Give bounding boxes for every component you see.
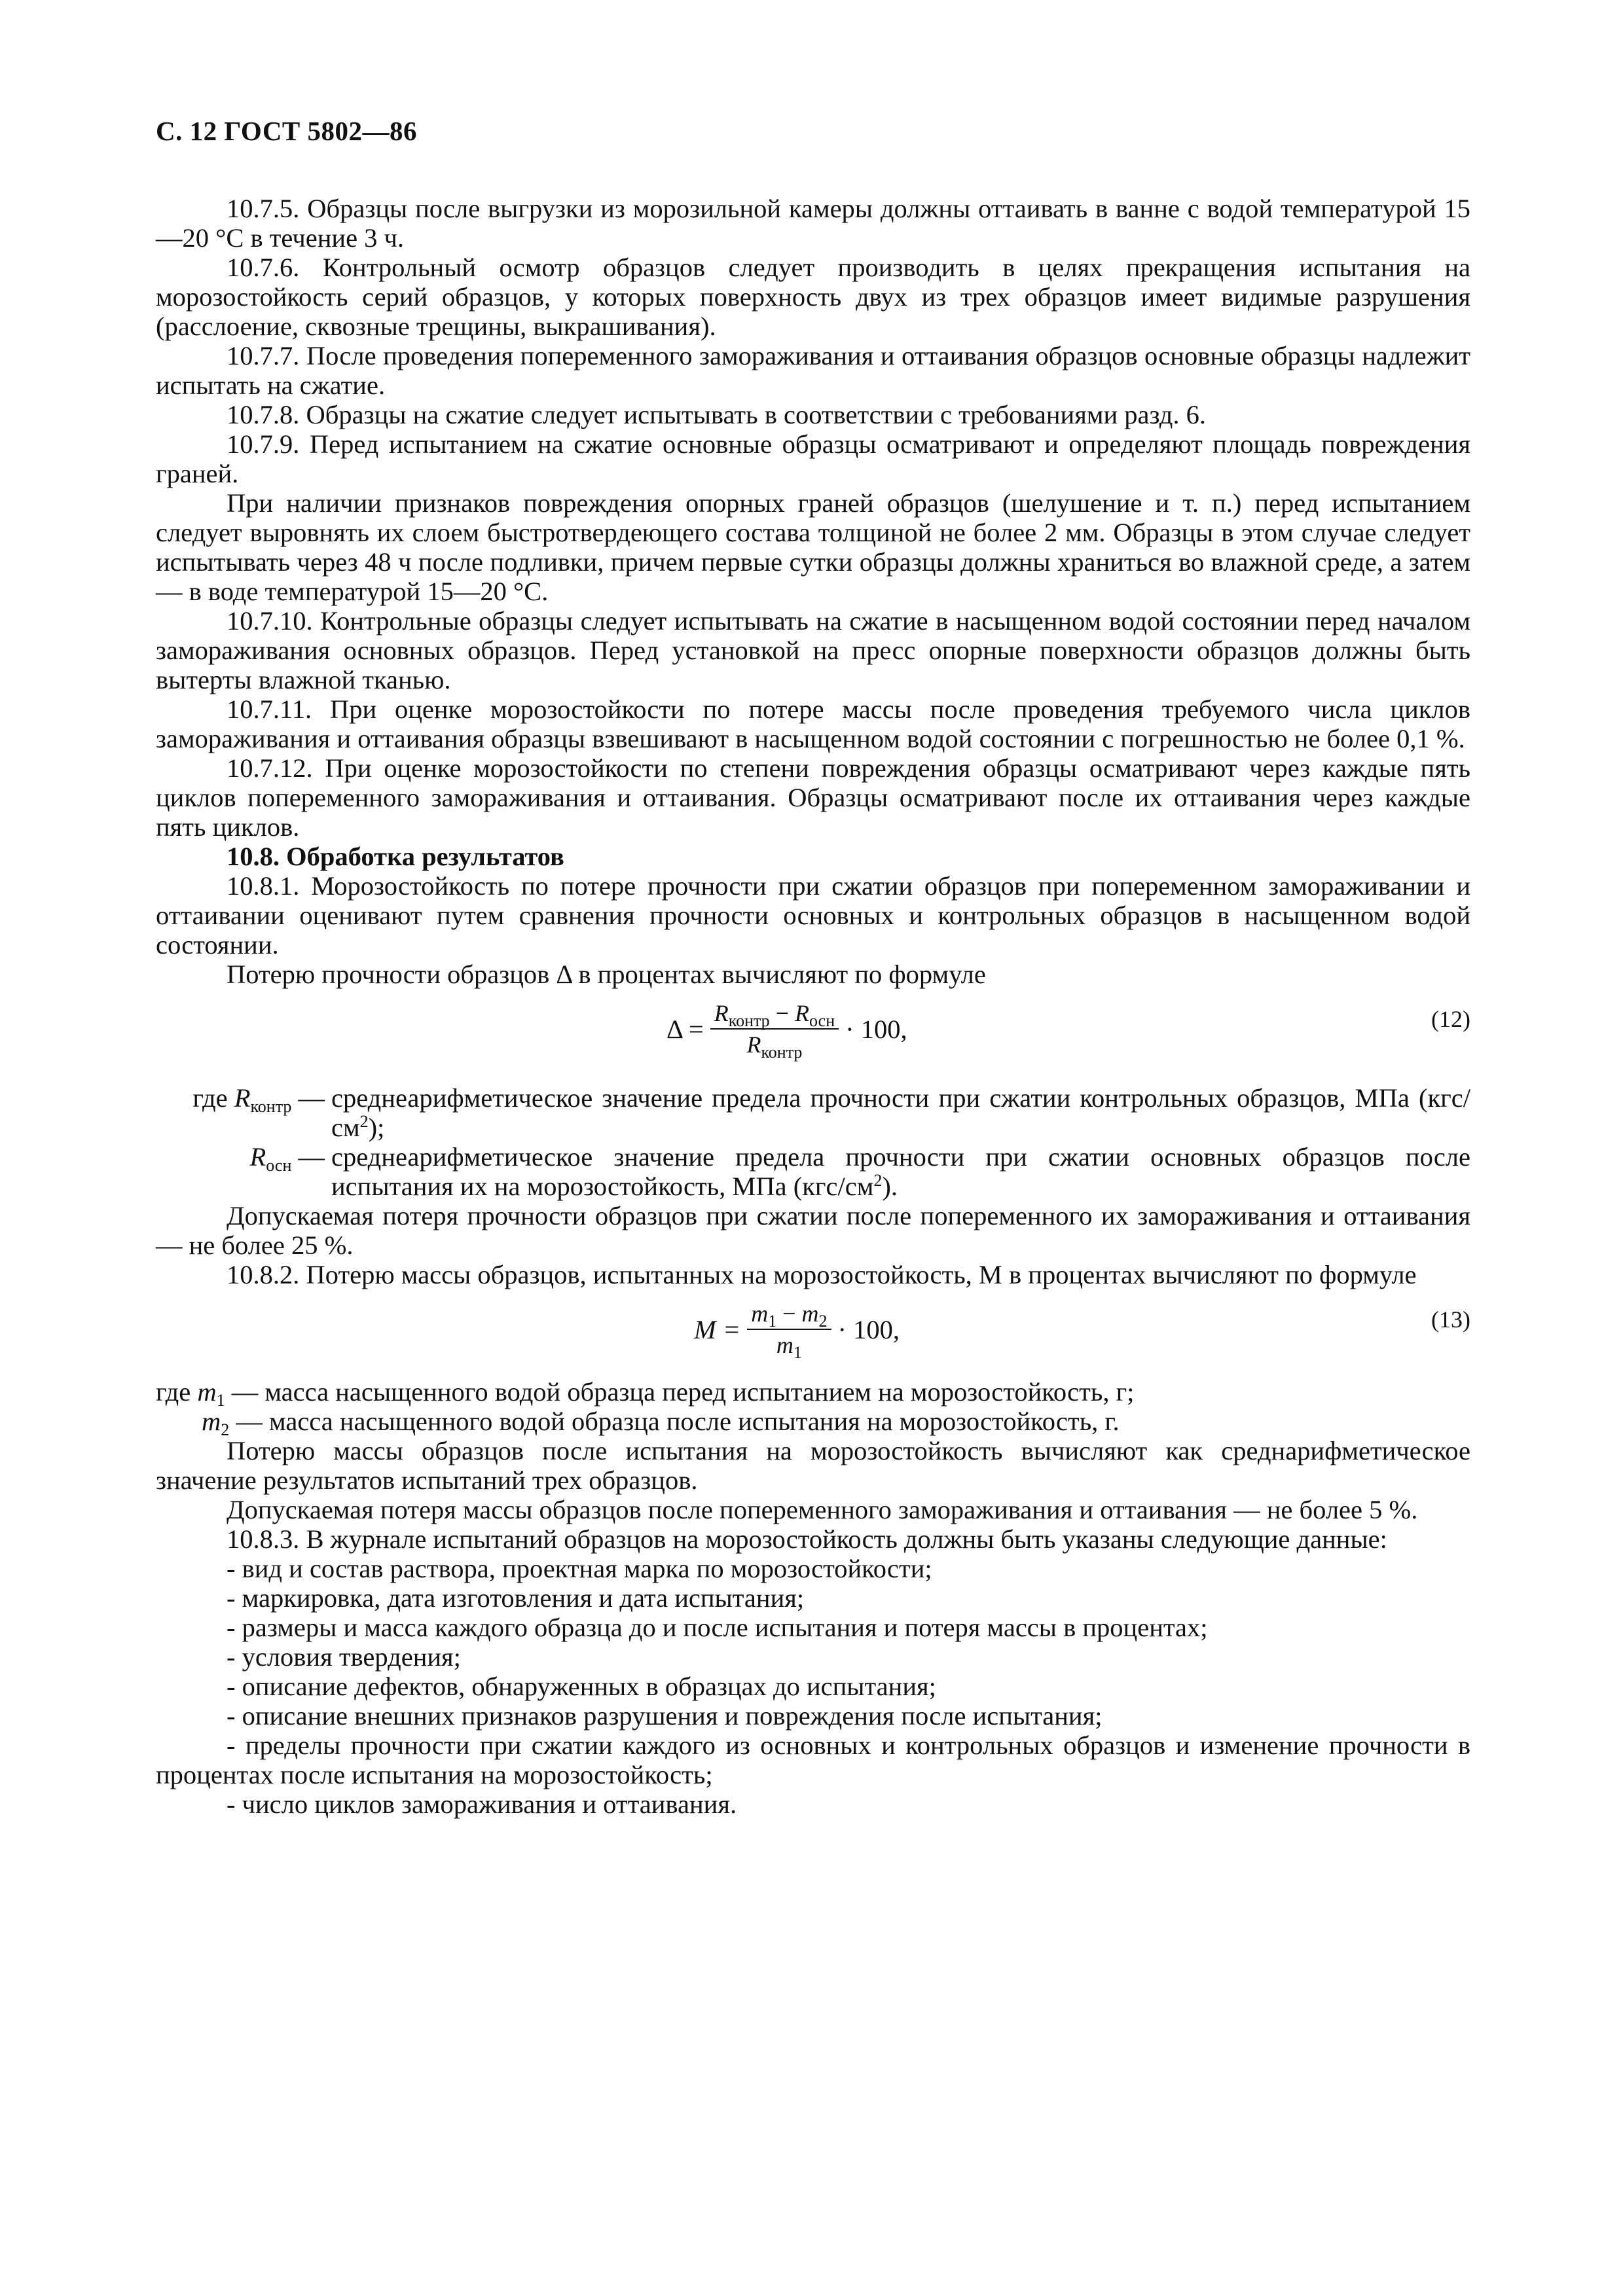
symbol-m: m bbox=[776, 1332, 793, 1358]
paragraph-10-7-9-damage: При наличии признаков повреждения опорных граней образцов (шелушение и т. п.) перед испытанием следует выровнять их слоем быстротвердеющего состава толщиной не более 2 мм. Образцы в этом случае следует испытывать через 48 ч после подливки, причем первые сутки образцы должны храниться во влажной среде, а затем — в воде температурой 15—20 °С. bbox=[156, 488, 1470, 606]
formula-13-tail: · 100, bbox=[837, 1314, 900, 1344]
paragraph-10-7-12: 10.7.12. При оценке морозостойкости по степени повреждения образцы осматривают через каждые пять циклов попеременного замораживания и оттаивания. Образцы осматривают после их оттаивания через каждые пять циклов. bbox=[156, 753, 1470, 842]
formula-12-lhs: Δ = bbox=[666, 1014, 704, 1044]
where-12-text-1 bbox=[331, 1083, 1470, 1142]
section-heading-10-8: 10.8. Обработка результатов bbox=[227, 842, 564, 871]
symbol-m: m bbox=[197, 1377, 217, 1407]
dash: — bbox=[291, 1083, 325, 1113]
page-header: С. 12 ГОСТ 5802—86 bbox=[156, 116, 418, 146]
list-item: - число циклов замораживания и оттаивания. bbox=[227, 1789, 737, 1819]
symbol-m: m bbox=[801, 1300, 819, 1327]
paragraph-10-7-8: 10.7.8. Образцы на сжатие следует испытывать в соответствии с требованиями разд. 6. bbox=[227, 400, 1207, 429]
definition-text: — масса насыщенного водой образца перед испытанием на морозостойкость, г; bbox=[225, 1377, 1135, 1407]
symbol-m: m bbox=[751, 1300, 769, 1327]
paragraph-10-7-5: 10.7.5. Образцы после выгрузки из морозильной камеры должны оттаивать в ванне с водой температурой 15—20 °С в течение 3 ч. bbox=[156, 194, 1470, 253]
subscript-1: 1 bbox=[768, 1312, 777, 1331]
formula-12 bbox=[156, 993, 1470, 1078]
formula-12-denominator bbox=[742, 1030, 806, 1062]
definition-text: среднеарифметическое значение предела прочности при сжатии контрольных образцов, МПа (кгс/см bbox=[331, 1083, 1470, 1142]
minus-sign: − bbox=[769, 1000, 795, 1026]
formula-13-expression bbox=[694, 1300, 900, 1362]
paragraph-10-7-9: 10.7.9. Перед испытанием на сжатие основные образцы осматривают и определяют площадь повреждения граней. bbox=[156, 429, 1470, 488]
subscript-1: 1 bbox=[793, 1343, 802, 1362]
where-12-label-2 bbox=[156, 1142, 331, 1201]
symbol-r: R bbox=[795, 1000, 809, 1026]
where-12-row-2 bbox=[156, 1142, 1470, 1201]
superscript-2: 2 bbox=[873, 1171, 883, 1190]
list-item: - маркировка, дата изготовления и дата испытания; bbox=[227, 1583, 805, 1613]
paragraph-10-8-2: 10.8.2. Потерю массы образцов, испытанных на морозостойкость, M в процентах вычисляют по формуле bbox=[227, 1260, 1417, 1289]
definition-end: ). bbox=[882, 1172, 898, 1201]
list-item: - вид и состав раствора, проектная марка по морозостойкости; bbox=[227, 1554, 932, 1583]
formula-12-fraction bbox=[710, 999, 839, 1062]
paragraph-10-7-10: 10.7.10. Контрольные образцы следует испытывать на сжатие в насыщенном водой состоянии перед началом замораживания основных образцов. Перед установкой на пресс опорные поверхности образцов должны быть вытерты влажной тканью. bbox=[156, 606, 1470, 694]
document-body bbox=[156, 194, 1470, 1819]
formula-12-number: (12) bbox=[1431, 1006, 1470, 1032]
where-12-row-1 bbox=[156, 1083, 1470, 1142]
formula-12-numerator bbox=[710, 999, 839, 1030]
subscript-2: 2 bbox=[221, 1420, 230, 1439]
paragraph-10-8-1: 10.8.1. Морозостойкость по потере прочности при сжатии образцов при попеременном замораживании и оттаивании оценивают путем сравнения прочности основных и контрольных образцов в насыщенном водой состоянии. bbox=[156, 871, 1470, 960]
symbol-m: m bbox=[202, 1407, 221, 1436]
subscript-kontr: контр bbox=[761, 1043, 803, 1062]
definition-text: — масса насыщенного водой образца после испытания на морозостойкость, г. bbox=[229, 1407, 1120, 1436]
formula-12-expression bbox=[666, 999, 907, 1062]
where-word: где bbox=[192, 1083, 234, 1113]
minus-sign: − bbox=[776, 1300, 802, 1327]
where-word: где bbox=[156, 1377, 198, 1407]
list-item: - описание дефектов, обнаруженных в образцах до испытания; bbox=[227, 1672, 936, 1701]
formula-13-lhs-text: M = bbox=[694, 1314, 741, 1344]
dash: — bbox=[291, 1142, 325, 1172]
formula-13 bbox=[156, 1293, 1470, 1372]
paragraph-10-8-1-allowed-loss: Допускаемая потеря прочности образцов при сжатии после попеременного их замораживания и оттаивания — не более 25 %. bbox=[156, 1201, 1470, 1260]
list-item: - размеры и масса каждого образца до и после испытания и потеря массы в процентах; bbox=[227, 1613, 1208, 1642]
paragraph-10-8-1-formula-intro: Потерю прочности образцов Δ в процентах вычисляют по формуле bbox=[227, 960, 986, 989]
where-12-label-1 bbox=[156, 1083, 331, 1142]
formula-13-numerator bbox=[747, 1300, 831, 1330]
definition-end: ); bbox=[368, 1113, 385, 1142]
list-item: - условия твердения; bbox=[227, 1642, 461, 1672]
paragraph-10-8-3: 10.8.3. В журнале испытаний образцов на морозостойкость должны быть указаны следующие данные: bbox=[227, 1524, 1387, 1554]
where-13-row-1 bbox=[156, 1377, 1470, 1410]
paragraph-10-8-2-allowed-loss: Допускаемая потеря массы образцов после попеременного замораживания и оттаивания — не более 5 %. bbox=[227, 1495, 1418, 1524]
subscript-osn: осн bbox=[266, 1156, 292, 1175]
symbol-r: R bbox=[746, 1031, 761, 1058]
definition-text: среднеарифметическое значение предела прочности при сжатии основных образцов после испытания их на морозостойкость, МПа (кгс/см bbox=[331, 1142, 1470, 1201]
paragraph-10-7-11: 10.7.11. При оценке морозостойкости по потере массы после проведения требуемого числа циклов замораживания и оттаивания образцы взвешивают в насыщенном водой состоянии с погрешностью не более 0,1 %. bbox=[156, 694, 1470, 753]
paragraph-10-8-2-mean: Потерю массы образцов после испытания на морозостойкость вычисляют как среднарифметическое значение результатов испытаний трех образцов. bbox=[156, 1436, 1470, 1495]
formula-13-fraction bbox=[747, 1300, 831, 1362]
paragraph-10-7-6: 10.7.6. Контрольный осмотр образцов следует производить в целях прекращения испытания на морозостойкость серий образцов, у которых поверхность двух из трех образцов имеет видимые разрушения (расслоение, сквозные трещины, выкрашивания). bbox=[156, 253, 1470, 341]
formula-13-lhs bbox=[694, 1315, 740, 1344]
list-item: - описание внешних признаков разрушения и повреждения после испытания; bbox=[227, 1701, 1103, 1731]
symbol-r: R bbox=[234, 1083, 251, 1113]
formula-13-number: (13) bbox=[1431, 1306, 1470, 1333]
subscript-osn: осн bbox=[809, 1011, 835, 1030]
list-item: - пределы прочности при сжатии каждого из основных и контрольных образцов и изменение прочности в процентах после испытания на морозостойкость; bbox=[156, 1731, 1470, 1789]
subscript-1: 1 bbox=[216, 1391, 225, 1410]
where-13-row-2 bbox=[156, 1407, 1470, 1439]
symbol-r: R bbox=[714, 1000, 729, 1026]
where-12-text-2 bbox=[331, 1142, 1470, 1201]
formula-12-tail: · 100, bbox=[845, 1014, 907, 1044]
symbol-r: R bbox=[249, 1142, 266, 1172]
subscript-2: 2 bbox=[818, 1312, 828, 1331]
subscript-kontr: контр bbox=[728, 1011, 770, 1030]
paragraph-10-7-7: 10.7.7. После проведения попеременного замораживания и оттаивания образцов основные образцы надлежит испытать на сжатие. bbox=[156, 341, 1470, 400]
superscript-2: 2 bbox=[359, 1112, 369, 1131]
subscript-kontr: контр bbox=[250, 1097, 292, 1116]
formula-13-denominator bbox=[773, 1330, 806, 1362]
